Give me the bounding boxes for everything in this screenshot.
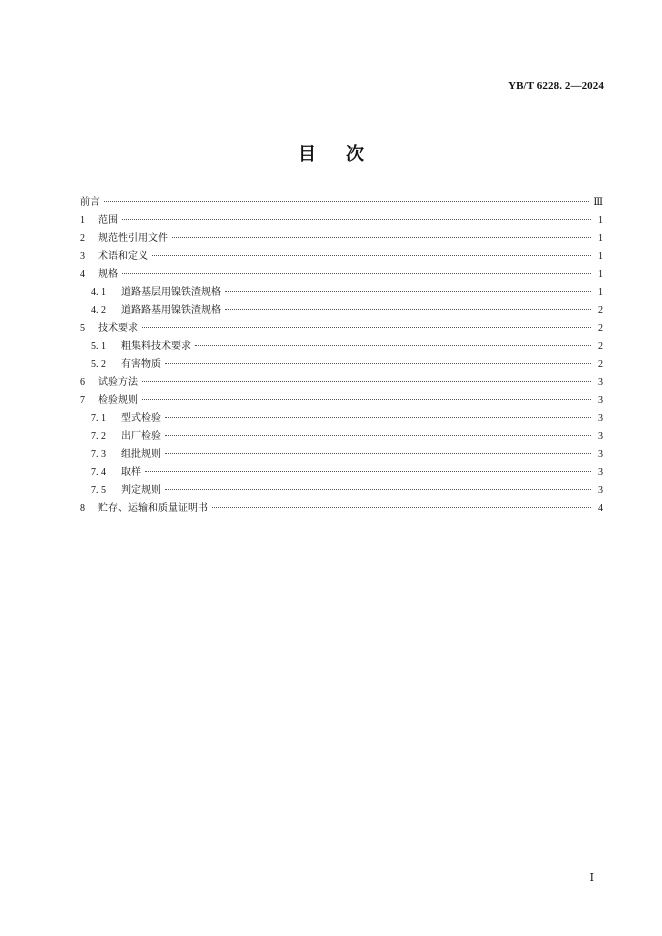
document-code: YB/T 6228. 2—2024 [508,80,604,92]
toc-entry-number: 3 [80,251,85,262]
toc-entry-label: 型式检验 [121,413,161,424]
toc-entry-page: 3 [598,431,603,442]
toc-leader-dots [142,381,591,382]
toc-entry-5-1[interactable] [80,338,603,356]
toc-entry-label: 试验方法 [98,377,138,388]
toc-entry-label: 出厂检验 [121,431,161,442]
toc-entry-number: 6 [80,377,85,388]
toc-entry-4[interactable] [80,266,603,284]
toc-entry-label: 范围 [98,215,118,226]
toc-entry-label: 道路路基用镍铁渣规格 [121,305,221,316]
toc-entry-number: 1 [80,215,85,226]
toc-entry-number: 7. 3 [91,449,106,460]
toc-entry-number: 8 [80,503,85,514]
toc-entry-page: 1 [598,233,603,244]
toc-leader-dots [152,255,591,256]
toc-entry-page: 2 [598,341,603,352]
toc-leader-dots [145,471,591,472]
toc-entry-number: 5. 1 [91,341,106,352]
toc-entry-7-2[interactable] [80,428,603,446]
toc-entry-label: 规格 [98,269,118,280]
toc-entry-number: 7 [80,395,85,406]
page-number: Ⅰ [589,872,594,884]
toc-entry-page: 1 [598,287,603,298]
toc-entry-label: 前言 [80,197,100,208]
toc-entry-number: 7. 5 [91,485,106,496]
toc-leader-dots [165,417,591,418]
toc-entry-number: 7. 1 [91,413,106,424]
toc-entry-label: 规范性引用文件 [98,233,168,244]
toc-entry-label: 检验规则 [98,395,138,406]
toc-title-part2: 次 [346,144,364,165]
toc-entry-page: 1 [598,215,603,226]
toc-entry-label: 组批规则 [121,449,161,460]
toc-entry-number: 7. 2 [91,431,106,442]
toc-title-part1: 目 [298,144,316,165]
toc-entry-4-2[interactable] [80,302,603,320]
toc-entry-number: 7. 4 [91,467,106,478]
toc-entry-page: Ⅲ [593,197,603,208]
toc-entry-label: 道路基层用镍铁渣规格 [121,287,221,298]
toc-leader-dots [122,273,591,274]
toc-entry-7[interactable] [80,392,603,410]
toc-leader-dots [165,363,591,364]
toc-entry-5-2[interactable] [80,356,603,374]
toc-entry-label: 技术要求 [98,323,138,334]
toc-leader-dots [212,507,591,508]
toc-entry-foreword[interactable] [80,194,603,212]
toc-entry-label: 粗集料技术要求 [121,341,191,352]
toc-entry-number: 2 [80,233,85,244]
toc-entry-page: 3 [598,395,603,406]
toc-entry-page: 2 [598,305,603,316]
toc-entry-label: 判定规则 [121,485,161,496]
toc-entry-4-1[interactable] [80,284,603,302]
toc-entry-page: 2 [598,323,603,334]
toc-entry-page: 3 [598,449,603,460]
toc-entry-page: 3 [598,377,603,388]
toc-entry-8[interactable] [80,500,603,518]
toc-entry-page: 2 [598,359,603,370]
toc-entry-page: 3 [598,467,603,478]
table-of-contents [80,194,603,518]
toc-entry-page: 3 [598,413,603,424]
toc-title [0,140,662,166]
toc-leader-dots [165,489,591,490]
toc-entry-page: 1 [598,251,603,262]
toc-leader-dots [165,453,591,454]
toc-leader-dots [104,201,589,202]
toc-entry-7-1[interactable] [80,410,603,428]
toc-leader-dots [172,237,591,238]
toc-entry-number: 4. 1 [91,287,106,298]
toc-entry-number: 5 [80,323,85,334]
toc-entry-number: 4 [80,269,85,280]
toc-entry-3[interactable] [80,248,603,266]
toc-entry-6[interactable] [80,374,603,392]
toc-leader-dots [225,291,591,292]
toc-entry-7-5[interactable] [80,482,603,500]
toc-leader-dots [165,435,591,436]
toc-entry-label: 取样 [121,467,141,478]
toc-entry-label: 有害物质 [121,359,161,370]
toc-leader-dots [142,399,591,400]
toc-leader-dots [142,327,591,328]
toc-entry-number: 4. 2 [91,305,106,316]
toc-entry-5[interactable] [80,320,603,338]
toc-entry-number: 5. 2 [91,359,106,370]
toc-entry-page: 3 [598,485,603,496]
toc-leader-dots [122,219,591,220]
toc-leader-dots [195,345,591,346]
toc-entry-7-3[interactable] [80,446,603,464]
toc-entry-label: 贮存、运输和质量证明书 [98,503,208,514]
toc-entry-page: 1 [598,269,603,280]
toc-leader-dots [225,309,591,310]
toc-entry-label: 术语和定义 [98,251,148,262]
toc-entry-page: 4 [598,503,603,514]
toc-entry-1[interactable] [80,212,603,230]
toc-entry-7-4[interactable] [80,464,603,482]
toc-entry-2[interactable] [80,230,603,248]
